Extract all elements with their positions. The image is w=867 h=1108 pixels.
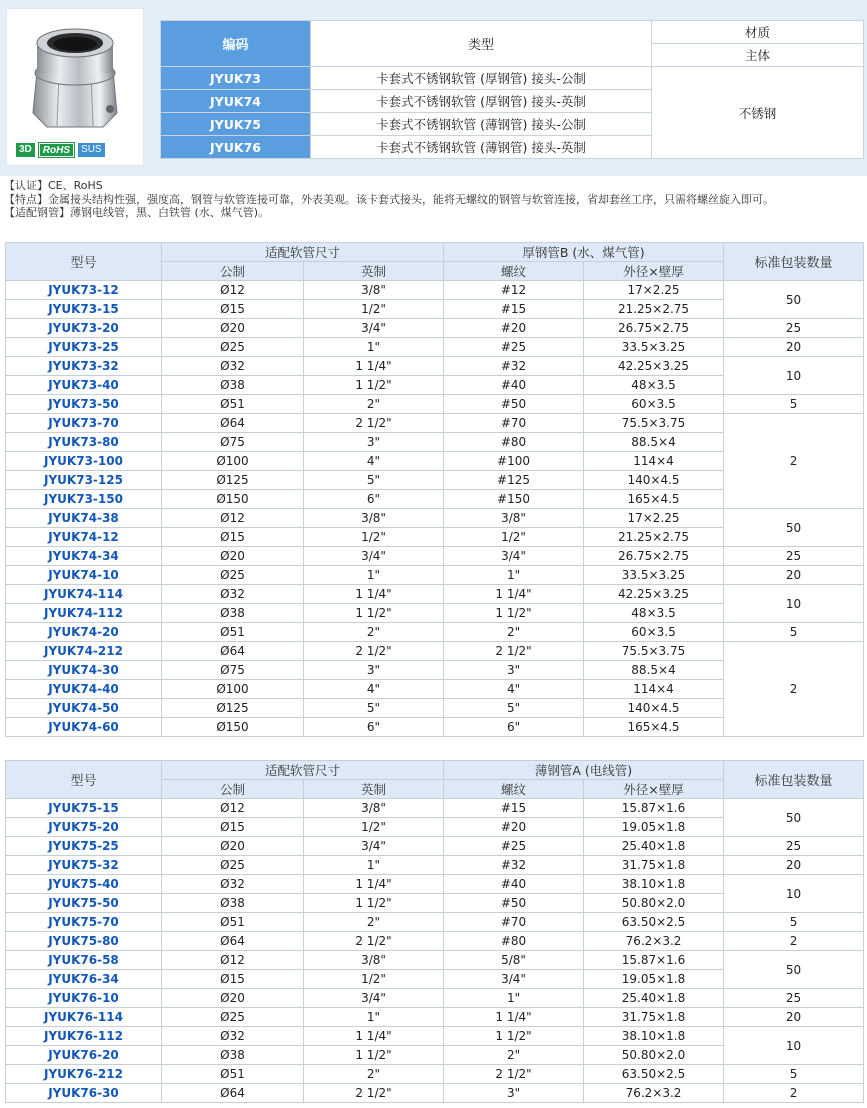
thread-cell: 6" [444, 718, 584, 737]
model-cell[interactable]: JYUK73-80 [6, 433, 162, 452]
metric-cell: Ø25 [162, 338, 304, 357]
od-wall-cell: 31.75×1.8 [584, 856, 724, 875]
table-row [6, 1027, 864, 1046]
od-wall-cell: 60×3.5 [584, 395, 724, 414]
thread-cell: 1" [444, 566, 584, 585]
pack-qty-cell: 20 [724, 856, 864, 875]
note-compatible-pipe: 【适配钢管】薄钢电线管，黑、白铁管 (水、煤气管)。 [4, 206, 270, 219]
table-row [6, 395, 864, 414]
od-wall-cell: 88.5×4 [584, 433, 724, 452]
metric-cell: Ø12 [162, 281, 304, 300]
od-wall-cell: 17×2.25 [584, 509, 724, 528]
od-wall-cell: 114×4 [584, 680, 724, 699]
thread-cell: #50 [444, 894, 584, 913]
thread-cell: 5/8" [444, 951, 584, 970]
thread-cell: 5" [444, 699, 584, 718]
model-cell[interactable]: JYUK75-15 [6, 799, 162, 818]
imperial-cell: 1/2" [304, 818, 444, 837]
model-cell[interactable]: JYUK75-40 [6, 875, 162, 894]
badge-sus: SUS [78, 143, 105, 157]
thread-cell: #12 [444, 281, 584, 300]
od-wall-cell: 17×2.25 [584, 281, 724, 300]
thread-cell: 2" [444, 623, 584, 642]
metric-cell: Ø125 [162, 699, 304, 718]
thread-cell: #50 [444, 395, 584, 414]
product-info-table [160, 20, 864, 159]
imperial-header: 英制 [304, 262, 444, 281]
imperial-cell: 4" [304, 680, 444, 699]
spec-rows [6, 281, 864, 737]
pack-qty-cell: 50 [724, 951, 864, 989]
model-cell[interactable]: JYUK74-50 [6, 699, 162, 718]
pipe-header: 厚钢管B (水、煤气管) [444, 243, 724, 262]
od-wall-cell: 33.5×3.25 [584, 566, 724, 585]
od-wall-cell: 75.5×3.75 [584, 414, 724, 433]
table-row [6, 338, 864, 357]
pack-qty-cell: 5 [724, 1065, 864, 1084]
od-wall-cell: 63.50×2.5 [584, 1065, 724, 1084]
imperial-cell: 2 1/2" [304, 642, 444, 661]
model-cell[interactable]: JYUK76-10 [6, 989, 162, 1008]
type-header: 类型 [311, 21, 652, 67]
metric-cell: Ø20 [162, 547, 304, 566]
imperial-cell: 3" [304, 661, 444, 680]
table-row [6, 875, 864, 894]
certification-badges [16, 143, 105, 157]
code-cell: JYUK76 [161, 136, 311, 159]
metric-cell: Ø25 [162, 566, 304, 585]
metric-cell: Ø51 [162, 1065, 304, 1084]
imperial-cell: 3/4" [304, 837, 444, 856]
model-cell[interactable]: JYUK73-50 [6, 395, 162, 414]
table-row [6, 566, 864, 585]
od-wall-cell: 26.75×2.75 [584, 319, 724, 338]
table-row [6, 1065, 864, 1084]
thread-cell: #125 [444, 471, 584, 490]
metric-cell: Ø75 [162, 433, 304, 452]
od-wall-cell: 76.2×3.2 [584, 1084, 724, 1103]
imperial-cell: 2 1/2" [304, 932, 444, 951]
table-row [6, 799, 864, 818]
thread-cell: #100 [444, 452, 584, 471]
product-notes [4, 179, 774, 220]
metric-cell: Ø12 [162, 799, 304, 818]
thread-header: 螺纹 [444, 262, 584, 281]
pack-qty-cell: 10 [724, 585, 864, 623]
metric-cell: Ø64 [162, 642, 304, 661]
spec-table-thin-pipe [5, 760, 864, 1103]
model-cell[interactable]: JYUK76-112 [6, 1027, 162, 1046]
spec-table-thick-pipe [5, 242, 864, 737]
type-cell: 卡套式不锈钢软管 (厚钢管) 接头-英制 [311, 90, 652, 113]
metric-cell: Ø150 [162, 718, 304, 737]
note-certification: 【认证】CE、RoHS [4, 179, 103, 192]
od-wall-cell: 165×4.5 [584, 490, 724, 509]
material-sub-header: 主体 [652, 44, 864, 67]
od-wall-cell: 42.25×3.25 [584, 585, 724, 604]
thread-cell: #40 [444, 376, 584, 395]
imperial-cell: 3/8" [304, 951, 444, 970]
model-cell[interactable]: JYUK74-34 [6, 547, 162, 566]
od-wall-cell: 165×4.5 [584, 718, 724, 737]
table-row [6, 932, 864, 951]
thread-cell: #32 [444, 856, 584, 875]
pack-qty-cell: 10 [724, 1027, 864, 1065]
thread-cell: 1/2" [444, 528, 584, 547]
metric-cell: Ø12 [162, 509, 304, 528]
fitting-photo [7, 9, 143, 139]
imperial-cell: 1 1/2" [304, 1046, 444, 1065]
od-wall-cell: 42.25×3.25 [584, 357, 724, 376]
model-cell[interactable]: JYUK73-15 [6, 300, 162, 319]
model-cell[interactable]: JYUK74-112 [6, 604, 162, 623]
type-cell: 卡套式不锈钢软管 (厚钢管) 接头-公制 [311, 67, 652, 90]
product-header-panel [0, 0, 867, 176]
metric-cell: Ø125 [162, 471, 304, 490]
badge-3d[interactable]: 3D [16, 143, 35, 157]
pack-qty-cell: 2 [724, 642, 864, 737]
type-cell: 卡套式不锈钢软管 (薄钢管) 接头-英制 [311, 136, 652, 159]
imperial-cell: 5" [304, 699, 444, 718]
metric-cell: Ø15 [162, 970, 304, 989]
imperial-cell: 1 1/4" [304, 357, 444, 376]
thread-cell: #80 [444, 433, 584, 452]
metric-cell: Ø64 [162, 932, 304, 951]
metric-cell: Ø100 [162, 680, 304, 699]
imperial-cell: 1" [304, 338, 444, 357]
od-wall-cell: 19.05×1.8 [584, 970, 724, 989]
imperial-cell: 3/4" [304, 319, 444, 338]
thread-cell: #80 [444, 932, 584, 951]
thread-cell: #40 [444, 875, 584, 894]
metric-header: 公制 [162, 262, 304, 281]
metric-cell: Ø38 [162, 1046, 304, 1065]
thread-cell: #20 [444, 818, 584, 837]
pack-qty-cell: 2 [724, 932, 864, 951]
pack-qty-header: 标准包装数量 [724, 761, 864, 799]
pack-qty-cell: 50 [724, 799, 864, 837]
pack-qty-cell: 10 [724, 875, 864, 913]
imperial-cell: 3/8" [304, 799, 444, 818]
od-wall-cell: 31.75×1.8 [584, 1008, 724, 1027]
imperial-cell: 2 1/2" [304, 1084, 444, 1103]
table-row [6, 951, 864, 970]
model-cell[interactable]: JYUK74-12 [6, 528, 162, 547]
thread-cell: 4" [444, 680, 584, 699]
od-wall-cell: 50.80×2.0 [584, 1046, 724, 1065]
od-wall-cell: 50.80×2.0 [584, 894, 724, 913]
imperial-cell: 3/4" [304, 989, 444, 1008]
table-row [6, 319, 864, 338]
imperial-cell: 1 1/2" [304, 894, 444, 913]
imperial-cell: 1" [304, 566, 444, 585]
od-wall-cell: 21.25×2.75 [584, 528, 724, 547]
od-wall-cell: 21.25×2.75 [584, 300, 724, 319]
pack-qty-cell: 20 [724, 1008, 864, 1027]
thread-cell: 3" [444, 1084, 584, 1103]
metric-cell: Ø20 [162, 319, 304, 338]
thread-cell: #15 [444, 799, 584, 818]
thread-cell: #20 [444, 319, 584, 338]
imperial-header: 英制 [304, 780, 444, 799]
imperial-cell: 3/4" [304, 547, 444, 566]
imperial-cell: 4" [304, 452, 444, 471]
model-cell[interactable]: JYUK74-114 [6, 585, 162, 604]
model-cell[interactable]: JYUK74-30 [6, 661, 162, 680]
thread-cell: #25 [444, 338, 584, 357]
model-cell[interactable]: JYUK73-20 [6, 319, 162, 338]
od-wall-cell: 25.40×1.8 [584, 837, 724, 856]
table-row [6, 281, 864, 300]
pack-qty-cell: 50 [724, 281, 864, 319]
model-cell[interactable]: JYUK76-34 [6, 970, 162, 989]
code-cell: JYUK75 [161, 113, 311, 136]
imperial-cell: 1/2" [304, 528, 444, 547]
thread-cell: 1 1/4" [444, 585, 584, 604]
metric-cell: Ø25 [162, 1008, 304, 1027]
od-wall-cell: 38.10×1.8 [584, 875, 724, 894]
od-wall-cell: 38.10×1.8 [584, 1027, 724, 1046]
thread-cell: #25 [444, 837, 584, 856]
table-row [6, 357, 864, 376]
material-value: 不锈钢 [652, 67, 864, 159]
table-row [6, 856, 864, 875]
thread-cell: #70 [444, 414, 584, 433]
model-cell[interactable]: JYUK76-20 [6, 1046, 162, 1065]
thread-cell: 2 1/2" [444, 1065, 584, 1084]
od-wall-cell: 15.87×1.6 [584, 799, 724, 818]
imperial-cell: 2" [304, 395, 444, 414]
thread-cell: 3/4" [444, 547, 584, 566]
od-wall-cell: 19.05×1.8 [584, 818, 724, 837]
model-cell[interactable]: JYUK73-32 [6, 357, 162, 376]
od-wall-cell: 25.40×1.8 [584, 989, 724, 1008]
code-cell: JYUK74 [161, 90, 311, 113]
metric-cell: Ø38 [162, 894, 304, 913]
model-cell[interactable]: JYUK74-212 [6, 642, 162, 661]
pack-qty-cell: 2 [724, 414, 864, 509]
table-row [6, 913, 864, 932]
imperial-cell: 6" [304, 490, 444, 509]
thread-cell: 1 1/4" [444, 1008, 584, 1027]
imperial-cell: 1 1/4" [304, 1027, 444, 1046]
table-row [6, 547, 864, 566]
model-cell[interactable]: JYUK75-80 [6, 932, 162, 951]
badge-rohs: RoHS [39, 143, 74, 157]
thread-cell: 2" [444, 1046, 584, 1065]
model-cell[interactable]: JYUK76-114 [6, 1008, 162, 1027]
pack-qty-cell: 10 [724, 357, 864, 395]
thread-cell: #150 [444, 490, 584, 509]
thread-cell: 3/4" [444, 970, 584, 989]
pack-qty-header: 标准包装数量 [724, 243, 864, 281]
pack-qty-cell: 25 [724, 547, 864, 566]
metric-cell: Ø32 [162, 1027, 304, 1046]
thread-cell: 2 1/2" [444, 642, 584, 661]
thread-header: 螺纹 [444, 780, 584, 799]
od-wall-cell: 88.5×4 [584, 661, 724, 680]
metric-cell: Ø38 [162, 376, 304, 395]
metric-cell: Ø15 [162, 818, 304, 837]
model-cell[interactable]: JYUK75-70 [6, 913, 162, 932]
metric-cell: Ø25 [162, 856, 304, 875]
pack-qty-cell: 25 [724, 319, 864, 338]
model-cell[interactable]: JYUK75-32 [6, 856, 162, 875]
table-row [6, 509, 864, 528]
material-header: 材质 [652, 21, 864, 44]
thread-cell: 3/8" [444, 509, 584, 528]
thread-cell: #32 [444, 357, 584, 376]
od-wall-cell: 26.75×2.75 [584, 547, 724, 566]
metric-cell: Ø64 [162, 1084, 304, 1103]
od-wall-header: 外径×壁厚 [584, 262, 724, 281]
od-wall-cell: 76.2×3.2 [584, 932, 724, 951]
metric-cell: Ø32 [162, 357, 304, 376]
table-row [6, 585, 864, 604]
metric-cell: Ø20 [162, 989, 304, 1008]
model-cell[interactable]: JYUK75-20 [6, 818, 162, 837]
code-cell: JYUK73 [161, 67, 311, 90]
spec-rows [6, 799, 864, 1103]
imperial-cell: 1" [304, 856, 444, 875]
metric-cell: Ø150 [162, 490, 304, 509]
model-cell[interactable]: JYUK73-25 [6, 338, 162, 357]
imperial-cell: 1 1/2" [304, 376, 444, 395]
model-header: 型号 [6, 243, 162, 281]
metric-cell: Ø32 [162, 875, 304, 894]
table-row [6, 414, 864, 433]
thread-cell: #15 [444, 300, 584, 319]
pack-qty-cell: 50 [724, 509, 864, 547]
pack-qty-cell: 5 [724, 913, 864, 932]
imperial-cell: 5" [304, 471, 444, 490]
imperial-cell: 6" [304, 718, 444, 737]
metric-cell: Ø15 [162, 528, 304, 547]
metric-cell: Ø32 [162, 585, 304, 604]
model-cell[interactable]: JYUK74-20 [6, 623, 162, 642]
imperial-cell: 1/2" [304, 970, 444, 989]
imperial-cell: 2" [304, 913, 444, 932]
model-cell[interactable]: JYUK76-58 [6, 951, 162, 970]
od-wall-cell: 140×4.5 [584, 699, 724, 718]
model-cell[interactable]: JYUK73-100 [6, 452, 162, 471]
model-cell[interactable]: JYUK74-60 [6, 718, 162, 737]
od-wall-cell: 60×3.5 [584, 623, 724, 642]
pack-qty-cell: 2 [724, 1084, 864, 1103]
model-cell[interactable]: JYUK73-70 [6, 414, 162, 433]
imperial-cell: 3/8" [304, 281, 444, 300]
hose-size-header: 适配软管尺寸 [162, 243, 444, 262]
metric-cell: Ø20 [162, 837, 304, 856]
table-row [6, 989, 864, 1008]
imperial-cell: 1 1/4" [304, 875, 444, 894]
imperial-cell: 3" [304, 433, 444, 452]
imperial-cell: 1 1/4" [304, 585, 444, 604]
table-row [6, 837, 864, 856]
metric-cell: Ø100 [162, 452, 304, 471]
pack-qty-cell: 5 [724, 395, 864, 414]
table-row [6, 642, 864, 661]
table-row [6, 1084, 864, 1103]
od-wall-cell: 140×4.5 [584, 471, 724, 490]
thread-cell: 3" [444, 661, 584, 680]
imperial-cell: 2" [304, 623, 444, 642]
thread-cell: 1" [444, 989, 584, 1008]
hose-size-header: 适配软管尺寸 [162, 761, 444, 780]
metric-cell: Ø75 [162, 661, 304, 680]
model-cell[interactable]: JYUK76-30 [6, 1084, 162, 1103]
model-cell[interactable]: JYUK73-150 [6, 490, 162, 509]
imperial-cell: 1/2" [304, 300, 444, 319]
pack-qty-cell: 20 [724, 566, 864, 585]
pipe-header: 薄钢管A (电线管) [444, 761, 724, 780]
pack-qty-cell: 20 [724, 338, 864, 357]
od-wall-header: 外径×壁厚 [584, 780, 724, 799]
model-cell[interactable]: JYUK76-212 [6, 1065, 162, 1084]
od-wall-cell: 114×4 [584, 452, 724, 471]
metric-cell: Ø51 [162, 395, 304, 414]
od-wall-cell: 48×3.5 [584, 376, 724, 395]
metric-cell: Ø12 [162, 951, 304, 970]
pack-qty-cell: 25 [724, 989, 864, 1008]
od-wall-cell: 33.5×3.25 [584, 338, 724, 357]
model-cell[interactable]: JYUK74-40 [6, 680, 162, 699]
thread-cell: 1 1/2" [444, 1027, 584, 1046]
table-row [6, 623, 864, 642]
metric-cell: Ø15 [162, 300, 304, 319]
note-features: 【特点】金属接头结构性强，强度高，钢管与软管连接可靠，外表美观。该卡套式接头，能将无螺纹的钢管与软管连接，省却套丝工序，只需将螺丝旋入即可。 [4, 192, 774, 206]
code-header: 编码 [161, 21, 311, 67]
thread-cell: #70 [444, 913, 584, 932]
table-row [6, 1008, 864, 1027]
model-cell[interactable]: JYUK73-125 [6, 471, 162, 490]
model-cell[interactable]: JYUK73-12 [6, 281, 162, 300]
od-wall-cell: 63.50×2.5 [584, 913, 724, 932]
pack-qty-cell: 25 [724, 837, 864, 856]
od-wall-cell: 15.87×1.6 [584, 951, 724, 970]
metric-cell: Ø38 [162, 604, 304, 623]
model-cell[interactable]: JYUK73-40 [6, 376, 162, 395]
pack-qty-cell: 5 [724, 623, 864, 642]
model-cell[interactable]: JYUK75-25 [6, 837, 162, 856]
model-cell[interactable]: JYUK74-10 [6, 566, 162, 585]
imperial-cell: 1" [304, 1008, 444, 1027]
type-cell: 卡套式不锈钢软管 (薄钢管) 接头-公制 [311, 113, 652, 136]
od-wall-cell: 48×3.5 [584, 604, 724, 623]
thread-cell: 1 1/2" [444, 604, 584, 623]
model-cell[interactable]: JYUK75-50 [6, 894, 162, 913]
imperial-cell: 3/8" [304, 509, 444, 528]
metric-cell: Ø64 [162, 414, 304, 433]
model-header: 型号 [6, 761, 162, 799]
metric-cell: Ø51 [162, 913, 304, 932]
imperial-cell: 2" [304, 1065, 444, 1084]
imperial-cell: 1 1/2" [304, 604, 444, 623]
product-image [6, 8, 144, 166]
metric-header: 公制 [162, 780, 304, 799]
od-wall-cell: 75.5×3.75 [584, 642, 724, 661]
model-cell[interactable]: JYUK74-38 [6, 509, 162, 528]
imperial-cell: 2 1/2" [304, 414, 444, 433]
metric-cell: Ø51 [162, 623, 304, 642]
